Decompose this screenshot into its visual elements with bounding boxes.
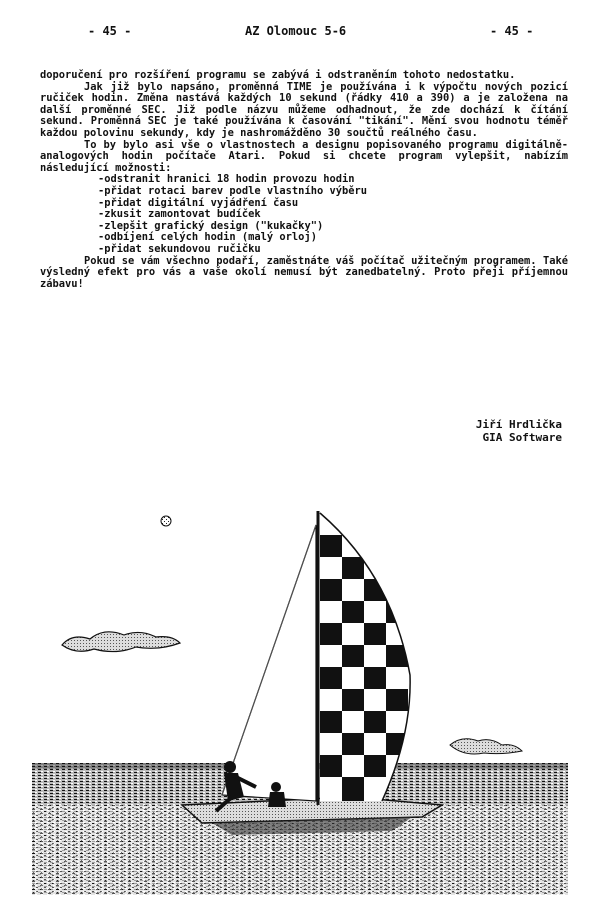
list-item: -odstranit hranici 18 hodin provozu hodin (98, 173, 355, 186)
list-item: -přidat digitální vyjádření času (98, 196, 299, 209)
header-title: AZ Olomouc 5-6 (245, 24, 347, 38)
page-number-left: - 45 - (88, 24, 132, 38)
list-item: -přidat sekundovou ručičku (98, 242, 261, 255)
sun-icon (161, 516, 171, 526)
windsurf-illustration (32, 505, 568, 895)
improvement-list (40, 174, 568, 255)
paragraph-1: doporučení pro rozšíření programu se zabývá i odstraněním tohoto nedostatku. (40, 69, 516, 81)
list-item: -zlepšit grafický design ("kukačky") (98, 219, 324, 232)
list-item: -přidat rotaci barev podle vlastního výběru (98, 184, 367, 197)
paragraph-4: Pokud se vám všechno podaří, zaměstnáte váš počítač užitečným programem. Také výsledný efekt pro vás a vaše okolí nemusí být zanedbatelný. Proto přeji příjemnou zábavu! (40, 254, 568, 290)
page-header (0, 24, 600, 40)
paragraph-2: Jak již bylo napsáno, proměnná TIME je používána i k výpočtu nových pozicí ručiček hodin. Změna nastává každých 10 sekund (řádky 410 a 390) a je založena na další proměnné SEC. Již podle názvu můžeme odhadnout, že zde dochází k čítání sekund. Proměnná SEC je také používána k časování "tikání". Mění svou hodnotu téměř každou polovinu sekundy, kdy je nashromážděno 30 součtů reálného času. (40, 80, 568, 139)
cloud-right (450, 739, 522, 754)
article-body (40, 70, 568, 290)
cloud-left (62, 632, 180, 652)
list-item: -odbíjení celých hodin (malý orloj) (98, 231, 317, 244)
signature-block (476, 418, 562, 444)
list-item: -zkusit zamontovat budíček (98, 208, 261, 221)
page-number-right: - 45 - (490, 24, 534, 38)
author-org: GIA Software (482, 431, 562, 444)
paragraph-3: To by bylo asi vše o vlastnostech a designu popisovaného programu digitálně-analogových hodin počítače Atari. Pokud si chcete program vylepšit, nabízím následující možnosti: (40, 138, 568, 174)
author-name: Jiří Hrdlička (475, 418, 562, 431)
